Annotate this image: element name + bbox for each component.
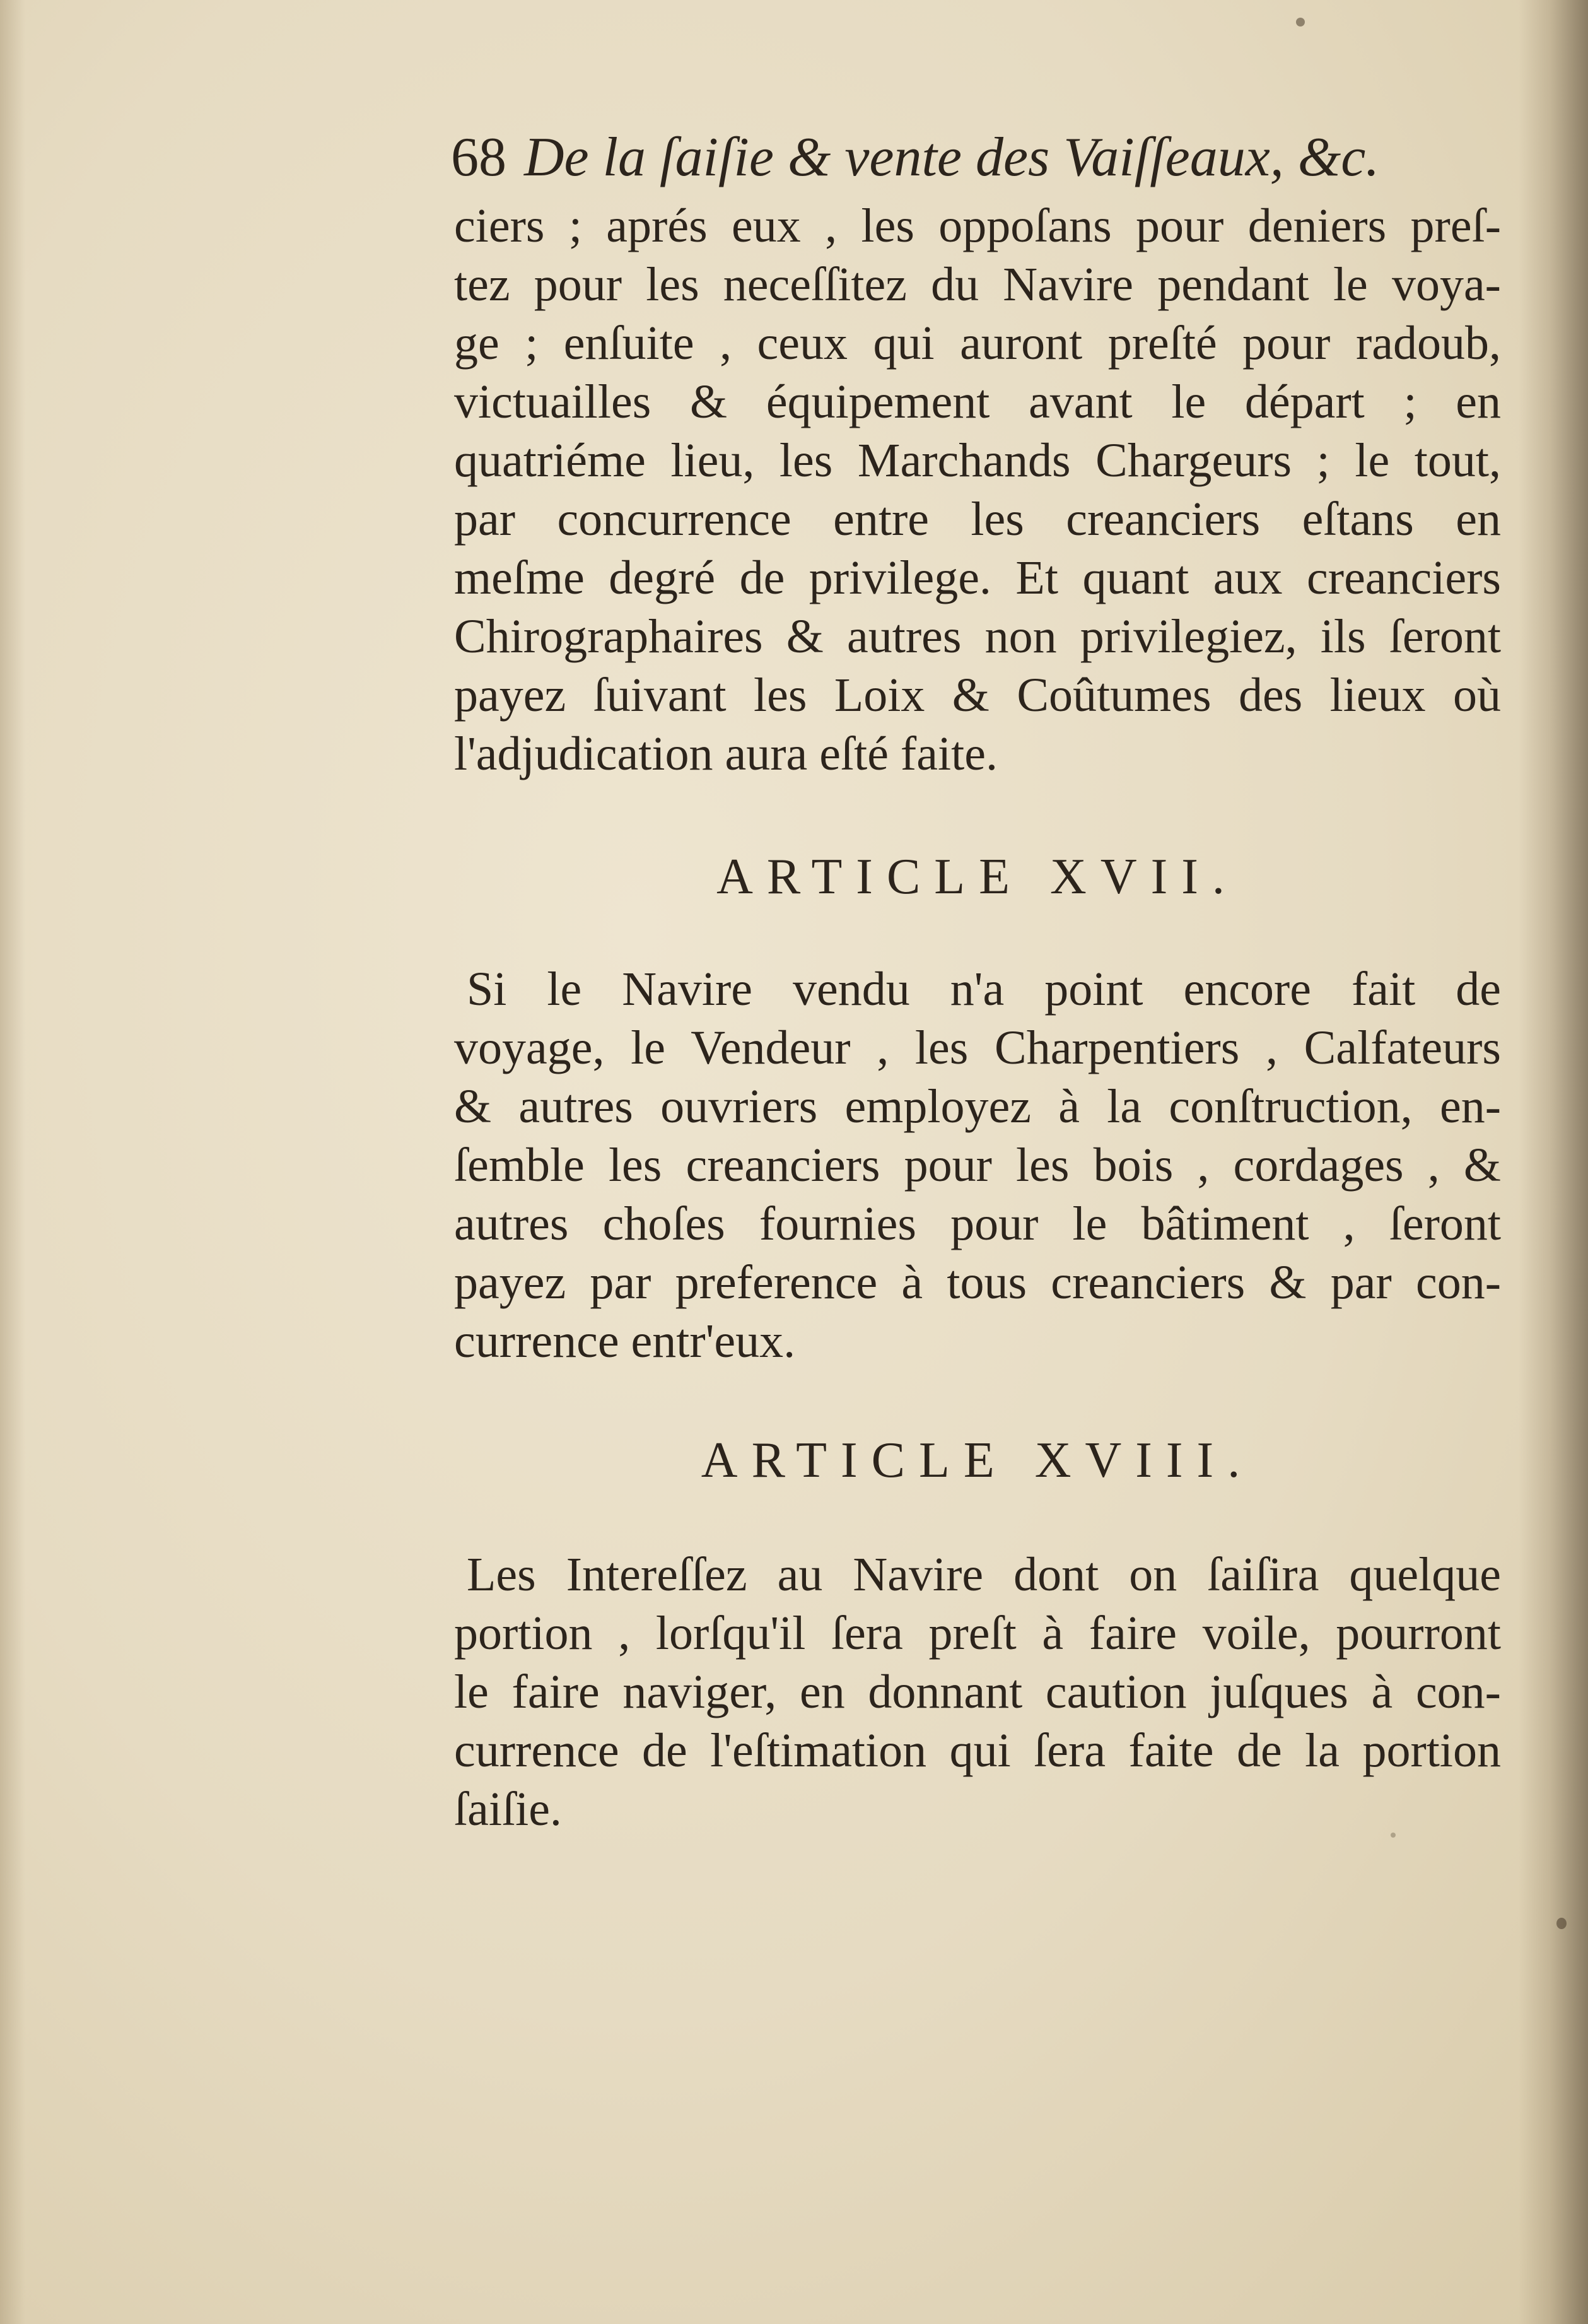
text-line: Les Intereſſez au Navire dont on ſaiſira quelque: [467, 1548, 1501, 1601]
gutter-shadow: [1519, 0, 1588, 2324]
text-line: Si le Navire vendu n'a point encore fait de: [467, 963, 1501, 1016]
text-line: tez pour les neceſſitez du Navire pendant le voya-: [454, 258, 1501, 311]
text-line: portion , lorſqu'il ſera preſt à faire voile, pourront: [454, 1607, 1501, 1660]
text-line: le faire naviger, en donnant caution juſques à con-: [454, 1665, 1501, 1718]
article-heading-17: ARTICLE XVII.: [716, 849, 1239, 905]
text-line: ſaiſie.: [454, 1783, 562, 1836]
text-line: voyage, le Vendeur , les Charpentiers , Calfateurs: [454, 1021, 1501, 1074]
text-line: ſemble les creanciers pour les bois , cordages , &: [454, 1139, 1501, 1192]
text-line: ciers ; aprés eux , les oppoſans pour deniers preſ-: [454, 199, 1501, 252]
text-line: currence entr'eux.: [454, 1315, 796, 1368]
page-edge-shading: [0, 0, 25, 2324]
text-line: par concurrence entre les creanciers eſtans en: [454, 493, 1501, 546]
text-line: victuailles & équipement avant le départ ; en: [454, 375, 1501, 428]
paragraph-1: [454, 197, 1501, 783]
running-title: De la ſaiſie & vente des Vaiſſeaux, &c.: [524, 127, 1380, 188]
text-line: meſme degré de privilege. Et quant aux creanciers: [454, 551, 1501, 604]
page-number: 68: [451, 127, 506, 188]
paper-speck: [1556, 1918, 1567, 1929]
text-line: Chirographaires & autres non privilegiez, ils ſeront: [454, 610, 1501, 663]
text-line: autres choſes fournies pour le bâtiment , ſeront: [454, 1197, 1501, 1250]
text-line: payez ſuivant les Loix & Coûtumes des lieux où: [454, 669, 1501, 722]
running-head: [451, 126, 1492, 189]
text-line: ge ; enſuite , ceux qui auront preſté pour radoub,: [454, 317, 1501, 370]
paragraph-3: [454, 1546, 1501, 1839]
paragraph-2: [454, 960, 1501, 1371]
text-line: currence de l'eſtimation qui ſera faite de la portion: [454, 1724, 1501, 1777]
text-line: quatriéme lieu, les Marchands Chargeurs ; le tout,: [454, 434, 1501, 487]
text-line: payez par preference à tous creanciers & par con-: [454, 1256, 1501, 1309]
article-heading-18: ARTICLE XVIII.: [701, 1433, 1254, 1488]
text-line: l'adjudication aura eſté faite.: [454, 727, 998, 780]
paper-speck: [1296, 18, 1305, 26]
text-line: & autres ouvriers employez à la conſtruction, en-: [454, 1080, 1501, 1133]
